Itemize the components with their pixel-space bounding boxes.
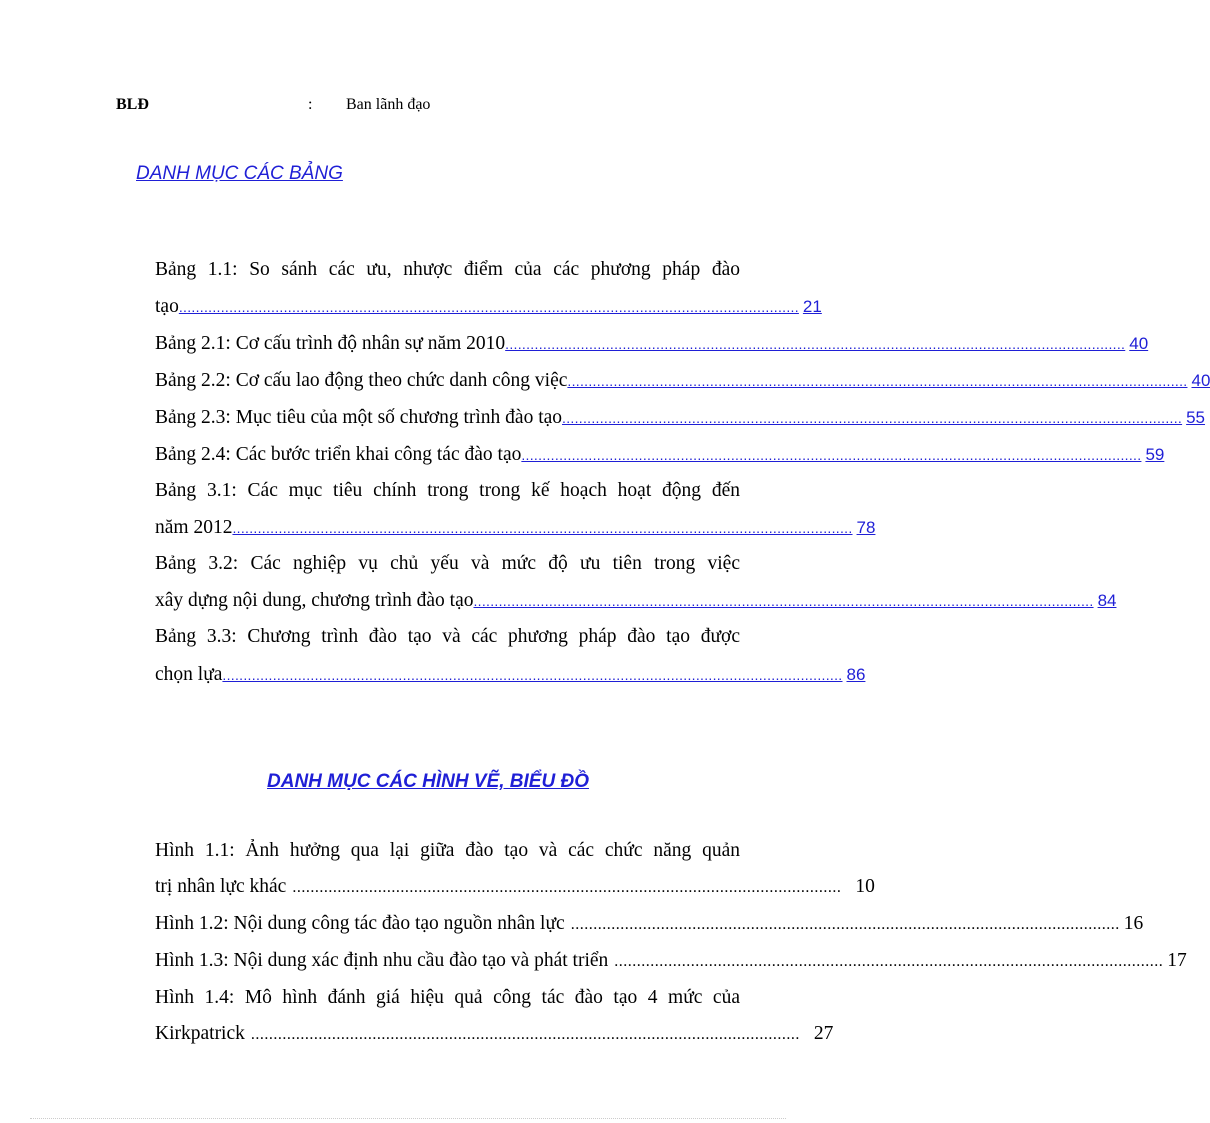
- table-entry-3-1-link[interactable]: [155, 509, 876, 546]
- table-entry-2-2-page: 40: [1191, 371, 1210, 390]
- table-entry-1-1-title: Bảng 1.1: So sánh các ưu, nhược điểm của các phương pháp đào: [155, 259, 740, 280]
- figure-entry-1-1-cont: trị nhân lực khác: [155, 876, 287, 897]
- leader-dots: ....................................................................................................................................................: [222, 667, 843, 683]
- leader-dots: ..........................................................................................................................: [292, 879, 842, 896]
- table-entry-3-1-title: Bảng 3.1: Các mục tiêu chính trong trong kế hoạch hoạt động đến: [155, 480, 740, 501]
- leader-dots: ....................................................................................................................................................: [521, 447, 1142, 463]
- table-entry-1-1-page: 21: [802, 297, 822, 316]
- figure-entry-1-4-title: Hình 1.4: Mô hình đánh giá hiệu quả công tác đào tạo 4 mức của: [155, 987, 740, 1008]
- table-entry-2-1-link[interactable]: [155, 325, 1149, 362]
- table-entry-2-4-link[interactable]: [155, 436, 1165, 473]
- table-entry-3-3-page: 86: [846, 665, 866, 684]
- leader-dots: ....................................................................................................................................................: [473, 593, 1094, 609]
- table-entry-2-2-title: Bảng 2.2: Cơ cấu lao động theo chức danh công việc: [155, 370, 568, 391]
- figure-entry-1-1-title: Hình 1.1: Ảnh hưởng qua lại giữa đào tạo và các chức năng quản: [155, 840, 740, 861]
- table-entry-1-1-cont: tạo: [155, 296, 179, 317]
- leader-dots: ..........................................................................................................................: [570, 916, 1120, 933]
- leader-dots: ....................................................................................................................................................: [567, 373, 1188, 389]
- table-entry-3-2-page: 84: [1097, 591, 1117, 610]
- figures-heading-link[interactable]: DANH MỤC CÁC HÌNH VẼ, BIỂU ĐỒ: [267, 771, 589, 792]
- table-entry-3-3-cont: chọn lựa: [155, 664, 223, 685]
- figure-entry-1-4-cont: Kirkpatrick: [155, 1023, 245, 1044]
- leader-dots: ..........................................................................................................................: [250, 1026, 800, 1043]
- leader-dots: ....................................................................................................................................................: [562, 410, 1183, 426]
- leader-dots: ....................................................................................................................................................: [232, 520, 853, 536]
- table-entry-3-1-page: 78: [856, 518, 876, 537]
- table-entry-2-3-title: Bảng 2.3: Mục tiêu của một số chương trình đào tạo: [155, 407, 563, 428]
- abbreviation-code: BLĐ: [116, 96, 149, 113]
- table-entry-3-2-link[interactable]: [155, 582, 1117, 619]
- table-entry-3-3-link[interactable]: [155, 656, 866, 693]
- figure-entry-1-4-page: 27: [813, 1023, 834, 1044]
- figure-entry-1-3-title: Hình 1.3: Nội dung xác định nhu cầu đào tạo và phát triển: [155, 950, 609, 971]
- figure-entry-1-1: [155, 868, 875, 905]
- figure-entry-1-2: [155, 905, 1144, 942]
- table-entry-2-4-title: Bảng 2.4: Các bước triển khai công tác đào tạo: [155, 444, 522, 465]
- leader-dots: ....................................................................................................................................................: [505, 336, 1126, 352]
- table-entry-2-2-link[interactable]: [155, 362, 1210, 399]
- page-bottom-divider: [30, 1118, 786, 1119]
- figure-entry-1-4: [155, 1015, 834, 1052]
- table-entry-3-2-title: Bảng 3.2: Các nghiệp vụ chủ yếu và mức độ ưu tiên trong việc: [155, 553, 740, 574]
- figure-entry-1-2-page: 16: [1123, 913, 1144, 934]
- abbreviation-colon: :: [308, 96, 313, 113]
- table-entry-3-1-cont: năm 2012: [155, 517, 233, 538]
- table-entry-2-3-page: 55: [1186, 408, 1206, 427]
- table-entry-2-1-page: 40: [1129, 334, 1149, 353]
- table-entry-2-3-link[interactable]: [155, 399, 1206, 436]
- table-entry-3-2-cont: xây dựng nội dung, chương trình đào tạo: [155, 590, 474, 611]
- table-entry-2-4-page: 59: [1145, 445, 1165, 464]
- figure-entry-1-2-title: Hình 1.2: Nội dung công tác đào tạo nguồn nhân lực: [155, 913, 565, 934]
- abbreviation-meaning: Ban lãnh đạo: [346, 96, 431, 113]
- table-entry-2-1-title: Bảng 2.1: Cơ cấu trình độ nhân sự năm 2010: [155, 333, 506, 354]
- figure-entry-1-1-page: 10: [855, 876, 875, 897]
- leader-dots: ....................................................................................................................................................: [178, 299, 799, 315]
- leader-dots: ..........................................................................................................................: [614, 953, 1164, 970]
- table-entry-3-3-title: Bảng 3.3: Chương trình đào tạo và các phương pháp đào tạo được: [155, 626, 740, 647]
- figure-entry-1-3: [155, 942, 1187, 979]
- tables-heading-link[interactable]: DANH MỤC CÁC BẢNG: [136, 163, 343, 184]
- table-entry-1-1-link[interactable]: [155, 288, 822, 325]
- figure-entry-1-3-page: 17: [1167, 950, 1187, 971]
